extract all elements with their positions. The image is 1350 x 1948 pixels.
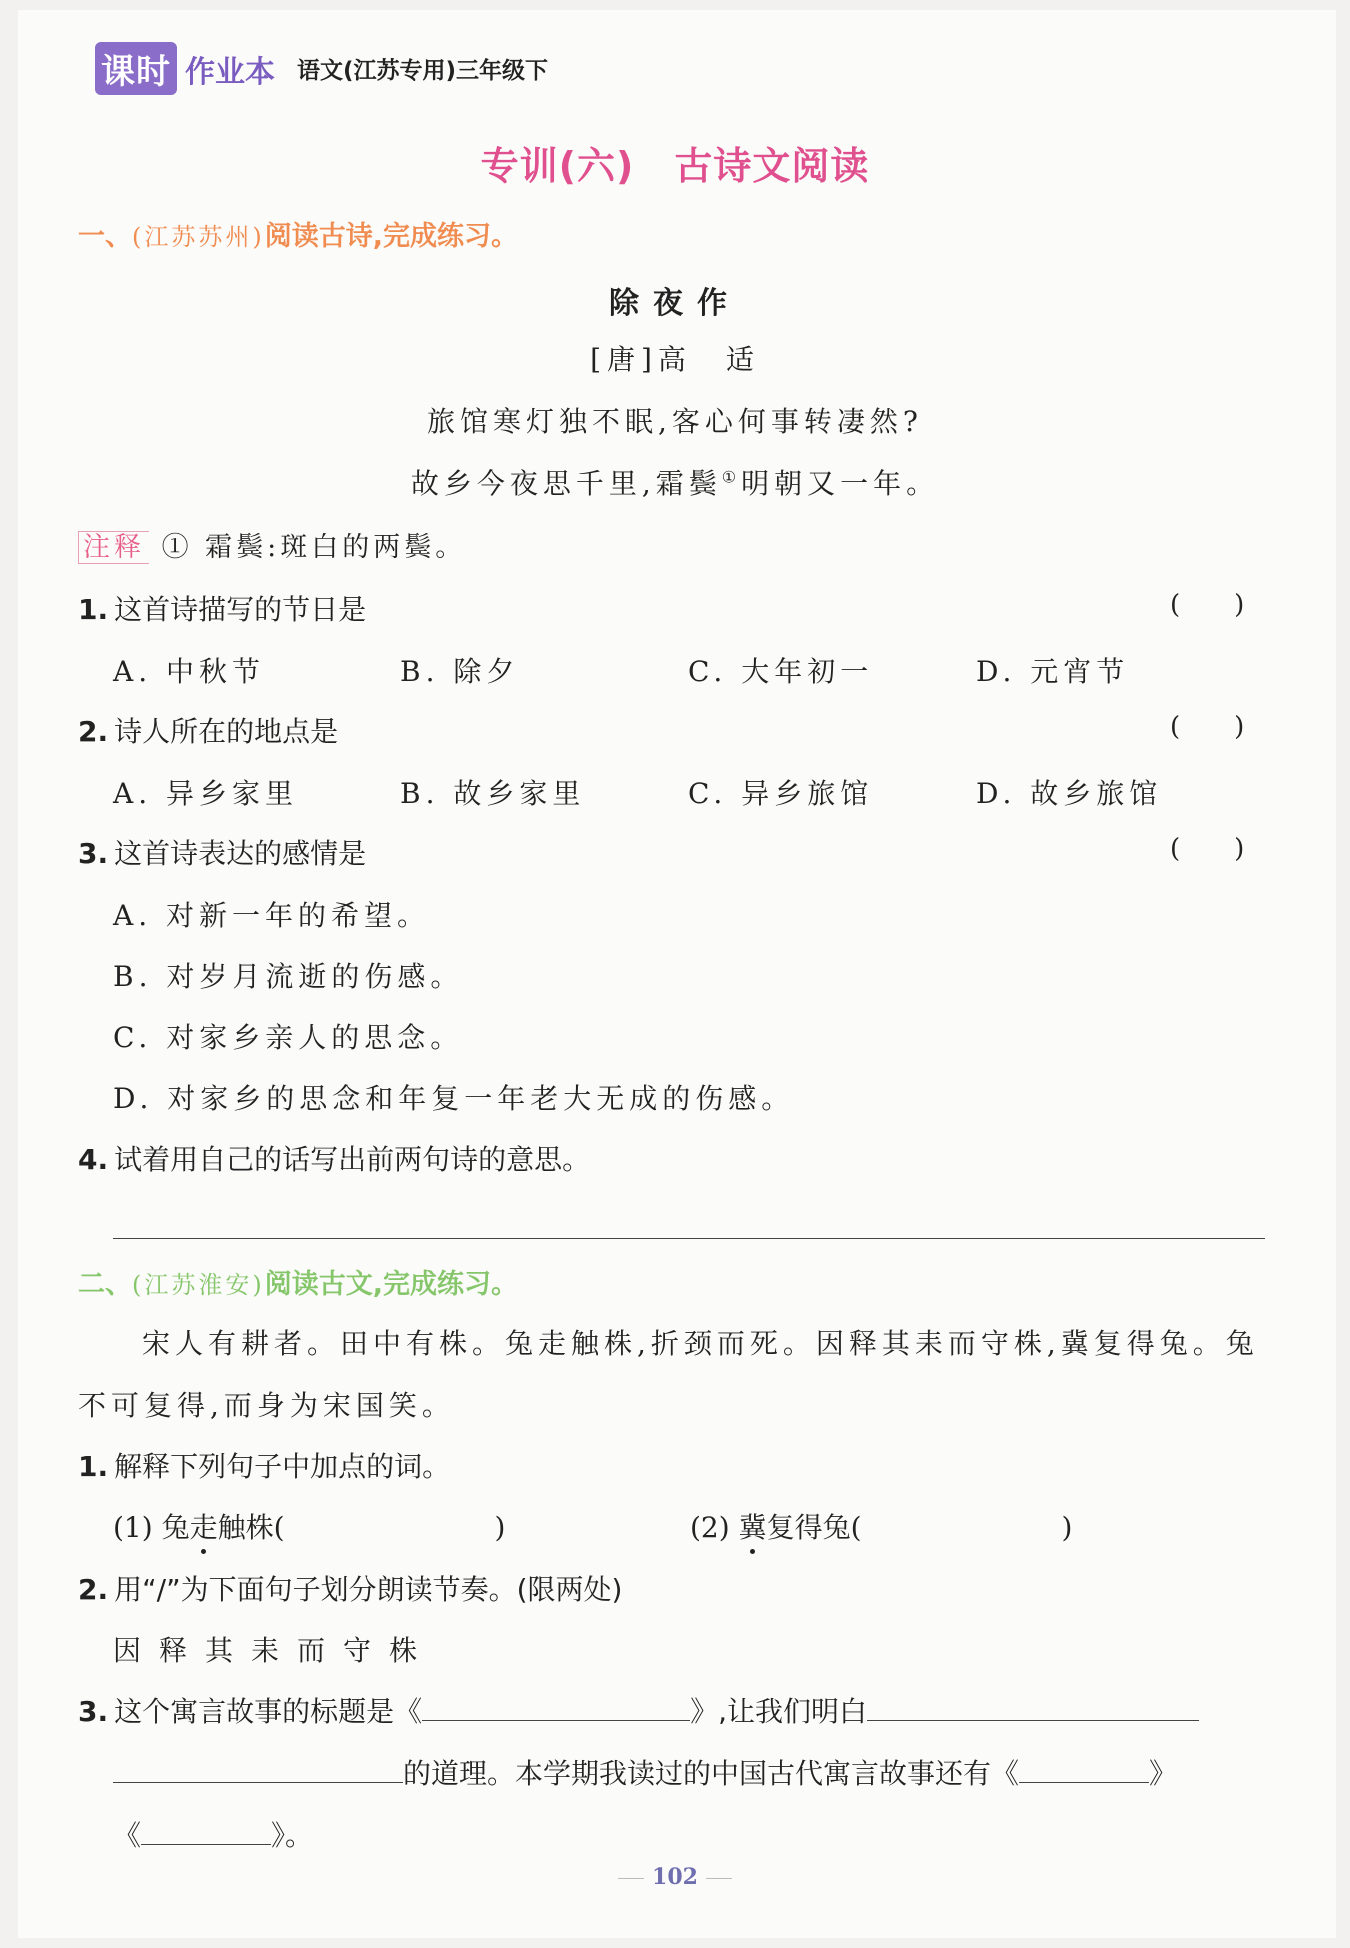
annotation-text: ① 霜鬓:斑白的两鬓。 [161, 532, 467, 563]
brand-logo: 课时 [95, 42, 177, 95]
page-number: 102 [0, 1864, 1350, 1890]
option-d: D. 对家乡的思念和年复一年老大无成的伤感。 [113, 1082, 795, 1115]
poem-line-2: 故乡今夜思千里,霜鬓①明朝又一年。 [410, 467, 940, 500]
sub-question-1: (1) 兔走触株( ) [113, 1511, 506, 1544]
title-blank[interactable] [422, 1720, 690, 1721]
option-c: C. 大年初一 [688, 655, 874, 688]
option-b: B. 故乡家里 [400, 777, 586, 810]
header [95, 42, 548, 95]
option-d: D. 元宵节 [976, 655, 1130, 688]
poem-author: [唐]高 适 [590, 343, 760, 376]
footnote-marker: ① [721, 467, 742, 487]
rhythm-sentence[interactable]: 因释其耒而守株 [113, 1634, 436, 1667]
question-2-2: 2. 用“/”为下面句子划分朗读节奏。(限两处) [78, 1573, 623, 1606]
question-4: 4. 试着用自己的话写出前两句诗的意思。 [78, 1143, 591, 1176]
question-1: 1. 这首诗描写的节日是 [78, 593, 367, 626]
annotation-tag: 注释 [78, 531, 149, 564]
meaning-blank[interactable] [867, 1720, 1199, 1721]
sub-question-2: (2) 冀复得兔( ) [690, 1511, 1073, 1544]
option-d: D. 故乡旅馆 [976, 777, 1163, 810]
answer-blank-3[interactable]: ( ) [1170, 834, 1245, 864]
unit-title [0, 135, 1350, 190]
brand-name: 作业本 [185, 54, 275, 90]
meaning-blank-cont[interactable] [113, 1782, 403, 1783]
section-source: (江苏淮安) [132, 1271, 265, 1299]
annotation [78, 525, 466, 564]
book-title: 语文(江苏专用)三年级下 [297, 58, 549, 84]
question-2-3-end: 《 》。 [113, 1819, 314, 1852]
question-2-1: 1. 解释下列句子中加点的词。 [78, 1450, 451, 1483]
option-a: A. 中秋节 [113, 655, 266, 688]
question-2-3-cont: 的道理。本学期我读过的中国古代寓言故事还有《 》 [113, 1752, 1177, 1792]
passage-line-2: 不可复得,而身为宋国笑。 [78, 1389, 455, 1422]
dotted-word: 冀 [738, 1511, 767, 1544]
question-2: 2. 诗人所在的地点是 [78, 715, 339, 748]
answer-line[interactable] [113, 1238, 1265, 1239]
section-one-heading: 一、(江苏苏州)阅读古诗,完成练习。 [78, 221, 518, 252]
unit-name: 古诗文阅读 [674, 144, 870, 188]
option-b: B. 对岁月流逝的伤感。 [113, 960, 464, 993]
section-source: (江苏苏州) [132, 223, 265, 251]
option-b: B. 除夕 [400, 655, 520, 688]
answer-blank-2[interactable]: ( ) [1170, 712, 1245, 742]
story-blank-1[interactable] [1019, 1782, 1149, 1783]
answer-blank-1[interactable]: ( ) [1170, 590, 1245, 620]
dotted-word: 走 [189, 1511, 218, 1544]
section-two-heading: 二、(江苏淮安)阅读古文,完成练习。 [78, 1269, 518, 1300]
poem-line-1: 旅馆寒灯独不眠,客心何事转凄然? [427, 405, 923, 438]
poem-title: 除夜作 [609, 286, 741, 321]
unit-prefix: 专训(六) [480, 144, 635, 188]
option-a: A. 异乡家里 [113, 777, 299, 810]
story-blank-2[interactable] [141, 1844, 271, 1845]
passage-line-1: 宋人有耕者。田中有株。兔走触株,折颈而死。因释其耒而守株,冀复得兔。兔 [142, 1327, 1259, 1360]
option-a: A. 对新一年的希望。 [113, 899, 431, 932]
question-2-3: 3. 这个寓言故事的标题是《 》,让我们明白 [78, 1690, 1199, 1730]
question-3: 3. 这首诗表达的感情是 [78, 837, 367, 870]
option-c: C. 异乡旅馆 [688, 777, 874, 810]
option-c: C. 对家乡亲人的思念。 [113, 1021, 464, 1054]
